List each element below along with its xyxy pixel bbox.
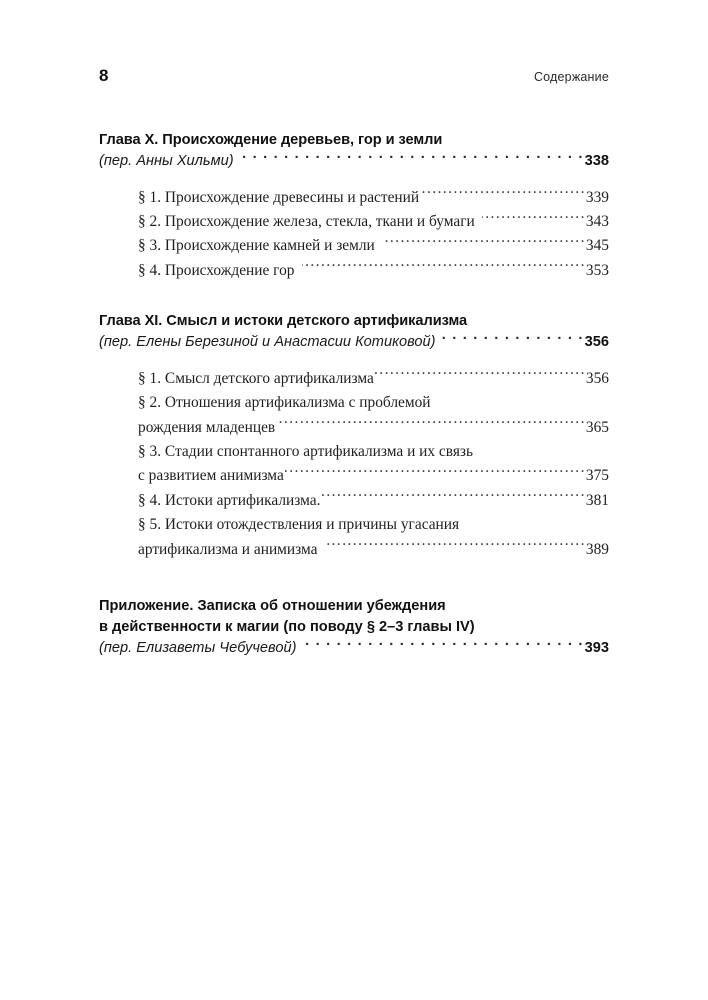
toc-chapter-entry	[99, 311, 609, 562]
appendix-title-line1: Приложение. Записка об отношении убеждения	[99, 598, 446, 615]
section-page-number: 356	[585, 369, 609, 387]
toc-section-entry[interactable]	[138, 186, 609, 210]
appendix-title-line2: в действенности к магии (по поводу § 2–3 главы IV)	[99, 618, 475, 635]
running-head-title: Содержание	[533, 70, 609, 84]
dot-leader	[321, 489, 585, 504]
section-label-line2: с развитием анимизма	[138, 467, 284, 485]
section-label-line2: рождения младенцев	[138, 418, 276, 436]
dot-leader	[420, 186, 586, 201]
toc-section-entry[interactable]	[138, 513, 609, 562]
toc-appendix-entry[interactable]	[99, 596, 609, 659]
section-label-line1: § 3. Стадии спонтанного артификализма и их связь	[138, 443, 474, 461]
section-page-number: 343	[585, 213, 609, 230]
toc-section-entry[interactable]	[138, 367, 609, 391]
chapter-page-number: 356	[584, 333, 609, 350]
section-continuation-row	[138, 416, 609, 440]
dot-leader	[238, 150, 584, 165]
dot-leader	[439, 331, 583, 346]
section-label: § 3. Происхождение камней и земли	[138, 237, 375, 255]
appendix-page-number: 393	[584, 639, 609, 656]
running-head	[99, 66, 609, 90]
toc-section-entry[interactable]	[138, 259, 609, 283]
section-label: § 2. Происхождение железа, стекла, ткани и бумаги	[138, 213, 475, 230]
chapter-translator-row[interactable]	[99, 331, 609, 353]
appendix-translator: (пер. Елизаветы Чебучевой)	[99, 639, 297, 656]
chapter-title[interactable]: Глава X. Происхождение деревьев, гор и земли	[99, 132, 443, 148]
chapter-translator-row[interactable]	[99, 150, 609, 172]
toc-section-entry[interactable]	[138, 391, 609, 440]
section-page-number: 375	[585, 467, 609, 485]
toc-section-entry[interactable]	[138, 234, 609, 258]
chapter-title[interactable]: Глава XI. Смысл и истоки детского артификализма	[99, 313, 468, 330]
section-label-line1: § 5. Истоки отождествления и причины угасания	[138, 516, 460, 534]
section-label: § 1. Смысл детского артификализма	[138, 369, 374, 387]
dot-leader	[302, 259, 586, 274]
section-list	[99, 186, 609, 284]
section-label: § 4. Происхождение гор	[138, 261, 295, 279]
dot-leader	[482, 211, 586, 226]
section-continuation-row	[138, 538, 609, 562]
toc-section-entry[interactable]	[138, 440, 609, 489]
page-number-folio: 8	[99, 66, 109, 85]
dot-leader	[325, 538, 586, 553]
toc-section-entry[interactable]	[138, 489, 609, 513]
section-continuation-row	[138, 464, 609, 488]
dot-leader	[285, 465, 586, 480]
dot-leader	[276, 416, 586, 431]
section-page-number: 389	[585, 540, 609, 558]
section-list	[99, 367, 609, 562]
toc-chapter-entry	[99, 130, 609, 283]
chapter-translator: (пер. Елены Березиной и Анастасии Котиковой)	[99, 333, 436, 350]
section-page-number: 353	[585, 261, 609, 279]
section-page-number: 345	[585, 237, 609, 255]
section-page-number: 381	[585, 491, 609, 509]
section-label-line1: § 2. Отношения артификализма с проблемой	[138, 394, 431, 412]
appendix-translator-row	[99, 637, 609, 659]
section-label: § 1. Происхождение древесины и растений	[138, 188, 420, 206]
chapter-translator: (пер. Анны Хильми)	[99, 152, 234, 169]
section-label: § 4. Истоки артификализма.	[138, 491, 321, 509]
dot-leader	[375, 367, 586, 382]
dot-leader	[382, 235, 586, 250]
section-page-number: 339	[585, 188, 609, 206]
chapter-page-number: 338	[584, 152, 609, 169]
section-page-number: 365	[585, 418, 609, 436]
toc-section-entry[interactable]	[138, 210, 609, 234]
section-label-line2: артификализма и анимизма	[138, 540, 318, 558]
table-of-contents	[99, 130, 609, 659]
dot-leader	[300, 637, 583, 652]
